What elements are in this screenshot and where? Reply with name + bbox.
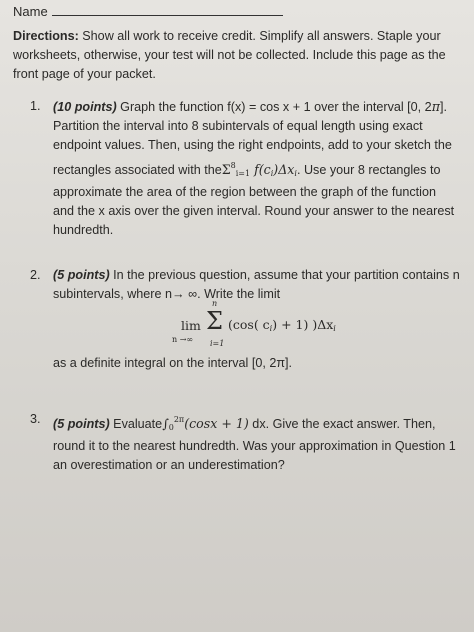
question-1 [30, 97, 460, 240]
integral-notation [162, 416, 249, 431]
pi-symbol: π [431, 99, 440, 114]
question-text: Graph the function f(x) = cos x + 1 over the interval [0, 2 [116, 100, 432, 114]
question-body [53, 97, 460, 240]
directions-text: Show all work to receive credit. Simplify all answers. Staple your worksheets, otherwise, your test will not be collected. Include this page as the front page of your packet. [13, 29, 446, 81]
question-body [53, 410, 460, 476]
question-number: 1. [30, 99, 41, 113]
limit-summand [228, 317, 336, 333]
sum-upper-limit: 8 [230, 160, 236, 170]
name-blank-line [52, 15, 283, 16]
question-text: dx. Give the exact answer. Then, round it to the nearest hundredth. Was your approximation in Question 1 an overestimation or an underestimation? [53, 417, 456, 473]
sum-notation [222, 162, 297, 177]
sum-term: )Δx [273, 161, 295, 177]
summand-text: ) + 1) )Δx [272, 317, 334, 332]
question-points: (5 points) [53, 268, 110, 282]
sigma-lower: i=1 [210, 339, 225, 348]
question-points: (10 points) [53, 100, 117, 114]
question-points: (5 points) [53, 417, 110, 431]
sigma-upper: n [212, 299, 218, 308]
integrand: (cosx + 1) [184, 416, 249, 431]
sum-term: f(c [250, 161, 271, 177]
directions-paragraph [13, 27, 459, 84]
integral-upper: 2π [173, 415, 185, 424]
question-number: 3. [30, 412, 41, 426]
sigma-symbol: Σ [206, 307, 223, 335]
summand-subscript: i [333, 324, 336, 333]
sigma-symbol: Σ [221, 161, 231, 177]
question-2-continued [30, 354, 460, 373]
question-2 [30, 266, 460, 304]
question-3 [30, 410, 460, 476]
name-label: Name [13, 4, 48, 19]
integral-symbol: ∫ [162, 416, 169, 431]
lim-subscript: n →∞ [172, 335, 194, 344]
question-number: 2. [30, 268, 41, 282]
question-body [53, 266, 460, 304]
limit-expression [170, 299, 390, 354]
question-text: . Use your 8 rectangles to approximate the area of the region between the graph of the function and the x axis over the given interval. Round your answer to the nearest hundredth. [53, 162, 455, 238]
sum-lower-limit: i=1 [235, 168, 251, 178]
directions-label: Directions: [13, 29, 79, 43]
question-text: ]. Partition the interval into 8 subintervals of equal length using exact endpoint values. Then, using the right endpoints, add to your sketch the rectangles associated with the [53, 100, 452, 177]
sum-subscript: i [294, 168, 297, 178]
sum-subscript: i [270, 168, 274, 178]
question-text: In the previous question, assume that your partition contains n subintervals, where n→ ∞. Write the limit [53, 268, 460, 302]
summand-text: (cos( c [228, 317, 270, 332]
question-text: Evaluate [109, 417, 163, 431]
question-text: as a definite integral on the interval [0, 2π]. [53, 356, 293, 370]
integral-lower: 0 [168, 423, 174, 432]
summand-subscript: i [269, 324, 273, 333]
lim-word: lim [181, 318, 201, 333]
